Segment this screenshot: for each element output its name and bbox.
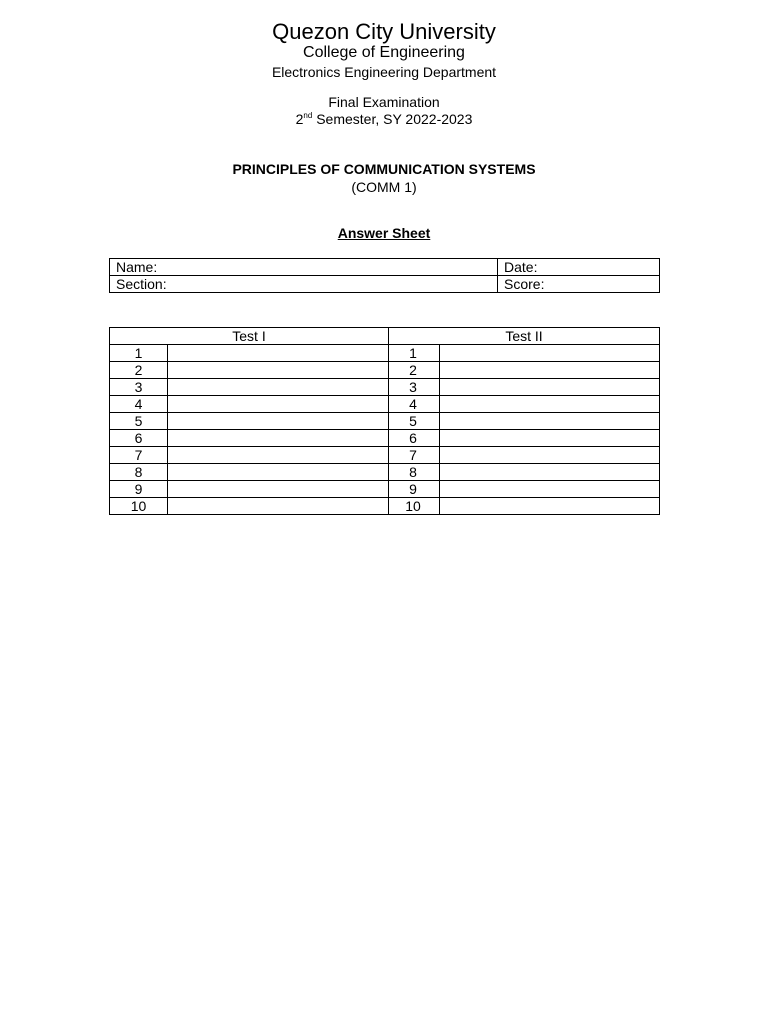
test-1-item-number: 1 bbox=[110, 345, 168, 362]
test-1-answer-cell[interactable] bbox=[168, 379, 389, 396]
info-row-section bbox=[110, 276, 660, 293]
section-field[interactable] bbox=[110, 276, 498, 293]
test-1-answer-cell[interactable] bbox=[168, 396, 389, 413]
test-2-answer-cell[interactable] bbox=[440, 396, 660, 413]
score-label: Score: bbox=[504, 276, 545, 292]
course-code: (COMM 1) bbox=[351, 179, 417, 195]
test-2-item-number: 10 bbox=[389, 498, 440, 515]
test-1-answer-cell[interactable] bbox=[168, 362, 389, 379]
test-1-item-number: 10 bbox=[110, 498, 168, 515]
test-2-item-number: 9 bbox=[389, 481, 440, 498]
test-1-answer-cell[interactable] bbox=[168, 498, 389, 515]
test-2-header: Test II bbox=[389, 328, 660, 345]
date-field[interactable] bbox=[498, 259, 660, 276]
answer-row bbox=[110, 345, 660, 362]
semester-text: Semester, SY 2022-2023 bbox=[312, 111, 473, 127]
answer-row bbox=[110, 413, 660, 430]
test-2-answer-cell[interactable] bbox=[440, 345, 660, 362]
section-label: Section: bbox=[116, 276, 167, 292]
test-2-item-number: 8 bbox=[389, 464, 440, 481]
test-1-answer-cell[interactable] bbox=[168, 345, 389, 362]
test-1-item-number: 2 bbox=[110, 362, 168, 379]
test-2-answer-cell[interactable] bbox=[440, 362, 660, 379]
test-1-answer-cell[interactable] bbox=[168, 464, 389, 481]
test-2-answer-cell[interactable] bbox=[440, 464, 660, 481]
test-1-item-number: 3 bbox=[110, 379, 168, 396]
test-1-item-number: 8 bbox=[110, 464, 168, 481]
test-2-answer-cell[interactable] bbox=[440, 498, 660, 515]
test-2-answer-cell[interactable] bbox=[440, 481, 660, 498]
answer-row bbox=[110, 396, 660, 413]
test-2-item-number: 3 bbox=[389, 379, 440, 396]
test-1-item-number: 7 bbox=[110, 447, 168, 464]
test-1-item-number: 9 bbox=[110, 481, 168, 498]
score-field[interactable] bbox=[498, 276, 660, 293]
test-2-answer-cell[interactable] bbox=[440, 413, 660, 430]
info-row-name bbox=[110, 259, 660, 276]
test-1-item-number: 6 bbox=[110, 430, 168, 447]
answer-row bbox=[110, 379, 660, 396]
name-label: Name: bbox=[116, 259, 158, 275]
answer-row bbox=[110, 481, 660, 498]
name-field[interactable] bbox=[110, 259, 498, 276]
semester-suffix: nd bbox=[303, 111, 313, 120]
test-2-item-number: 1 bbox=[389, 345, 440, 362]
answer-row bbox=[110, 464, 660, 481]
answer-table-header bbox=[110, 328, 660, 345]
course-title: PRINCIPLES OF COMMUNICATION SYSTEMS bbox=[232, 161, 536, 177]
answer-sheet-title: Answer Sheet bbox=[337, 225, 431, 241]
answer-row bbox=[110, 447, 660, 464]
exam-type: Final Examination bbox=[328, 94, 440, 110]
answer-row bbox=[110, 362, 660, 379]
answer-row bbox=[110, 430, 660, 447]
test-2-item-number: 5 bbox=[389, 413, 440, 430]
test-2-item-number: 4 bbox=[389, 396, 440, 413]
test-1-header: Test I bbox=[110, 328, 389, 345]
test-1-item-number: 4 bbox=[110, 396, 168, 413]
answer-rows bbox=[110, 345, 660, 515]
semester-line bbox=[0, 112, 768, 126]
test-1-answer-cell[interactable] bbox=[168, 413, 389, 430]
student-info-table bbox=[109, 258, 660, 293]
answer-table bbox=[109, 327, 660, 515]
test-1-item-number: 5 bbox=[110, 413, 168, 430]
test-1-answer-cell[interactable] bbox=[168, 447, 389, 464]
test-2-item-number: 6 bbox=[389, 430, 440, 447]
test-2-item-number: 7 bbox=[389, 447, 440, 464]
test-2-answer-cell[interactable] bbox=[440, 447, 660, 464]
college-name: College of Engineering bbox=[303, 44, 465, 61]
test-1-answer-cell[interactable] bbox=[168, 430, 389, 447]
semester-number: 2 bbox=[295, 111, 304, 127]
department-name: Electronics Engineering Department bbox=[271, 64, 497, 80]
test-2-item-number: 2 bbox=[389, 362, 440, 379]
university-name: Quezon City University bbox=[272, 19, 496, 44]
test-1-answer-cell[interactable] bbox=[168, 481, 389, 498]
test-2-answer-cell[interactable] bbox=[440, 430, 660, 447]
answer-row bbox=[110, 498, 660, 515]
test-2-answer-cell[interactable] bbox=[440, 379, 660, 396]
date-label: Date: bbox=[504, 259, 538, 275]
